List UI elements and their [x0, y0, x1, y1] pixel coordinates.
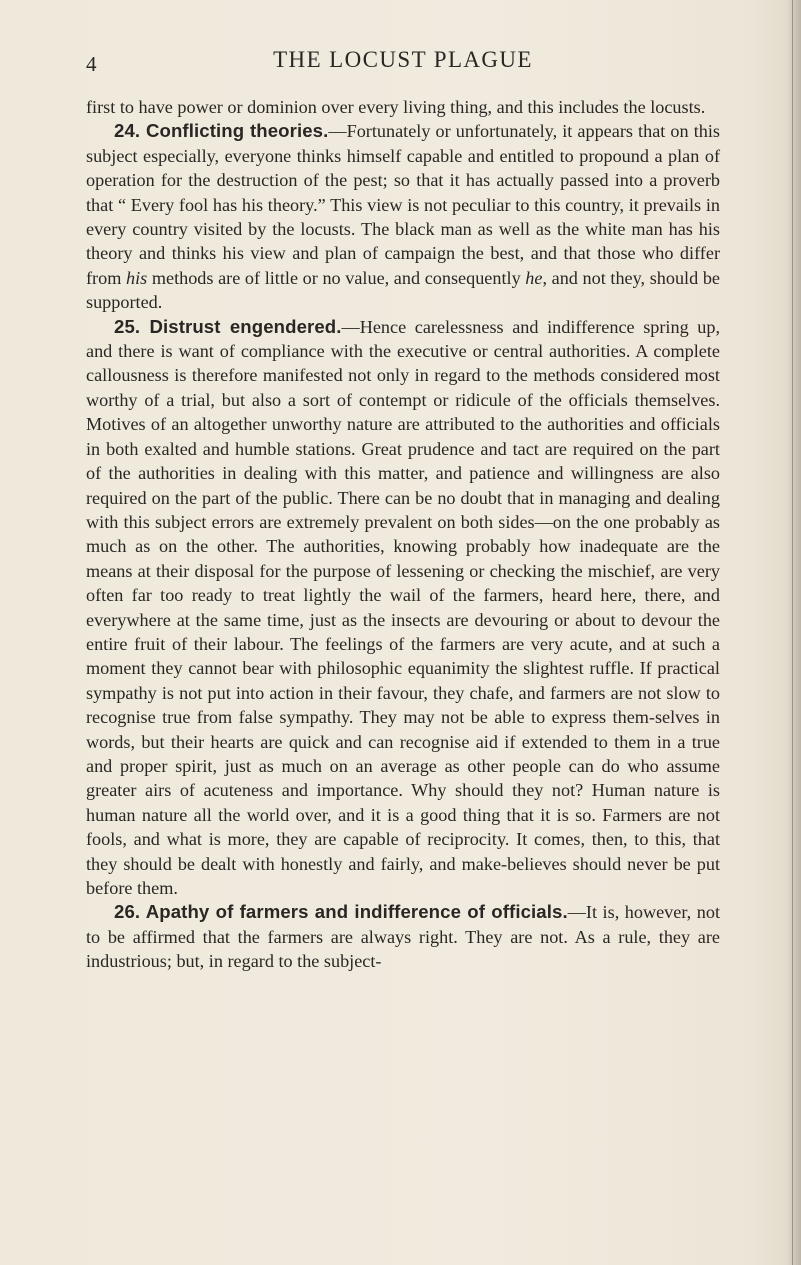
section-24-heading	[114, 120, 328, 141]
section-25-paragraph	[86, 315, 720, 901]
section-26-title: Apathy of farmers and indifference of officials.	[145, 901, 568, 923]
section-25-title: Distrust engendered.	[149, 315, 342, 337]
section-26-text: —It is, however, not to be affirmed that the farmers are always right. They are not. As a rule, they are industrious; but, in regard to the subject-	[86, 902, 720, 972]
section-25-text: —Hence carelessness and indifference spring up, and there is want of compliance with the executive or central authorities. A complete callousness is therefore manifested not only in regard to the methods considered most worthy of a trial, but also a sort of contempt or ridicule of the officials themselves. Motives of an altogether unworthy nature are attributed to the authorities and officials in both exalted and humble stations. Great prudence and tact are required on the part of the authorities in dealing with this matter, and patience and willingness are also required on the part of the public. There can be no doubt that in managing and dealing with this subject errors are extremely prevalent on both sides—on the one probably as much as on the other. The authorities, knowing probably how inadequate are the means at their disposal for the purpose of lessening or checking the mischief, are very often far too ready to treat lightly the wail of the farmers, heard here, there, and everywhere at the same time, just as the insects are devouring or about to devour the entire fruit of their labour. The feelings of the farmers are very acute, and at such a moment they cannot bear with philosophic equanimity the slightest ruffle. If practical sympathy is not put into action in their favour, they chafe, and farmers are not slow to recognise true from false sympathy. They may not be able to express them-selves in words, but their hearts are quick and can recognise aid if extended to them in a true and proper spirit, just as much on an average as other people can do who assume greater airs of acuteness and importance. Why should they not? Human nature is human nature all the world over, and it is a good thing that it is so. Farmers are not fools, and what is more, they are capable of reciprocity. It comes, then, to this, that they should be dealt with honestly and fairly, and make-believes should never be put before them.	[86, 316, 720, 898]
section-26-paragraph	[86, 900, 720, 973]
section-24-number: 24.	[114, 120, 141, 142]
page-number: 4	[86, 52, 97, 76]
body-text	[86, 95, 720, 974]
section-25-heading	[114, 316, 342, 337]
page-edge-shadow	[787, 0, 801, 1265]
section-24-text-part-3: , and not they, should be supported.	[86, 267, 720, 313]
section-24-emphasis-his: his	[125, 267, 148, 288]
section-24-title: Conflicting theories.	[145, 120, 329, 142]
running-title: THE LOCUST PLAGUE	[273, 47, 533, 72]
page-header	[86, 44, 720, 80]
section-26-heading	[114, 901, 568, 922]
section-24-text-part-1: —Fortunately or unfortunately, it appears that on this subject especially, everyone thinks himself capable and entitled to propound a plan of operation for the destruction of the pest; so that it has actually passed into a proverb that “ Every fool has his theory.” This view is not peculiar to this country, it prevails in every country visited by the locusts. The black man as well as the white man has his theory and thinks his view and plan of campaign the best, and that those who differ from	[86, 121, 720, 288]
section-25-number: 25.	[114, 315, 141, 337]
section-24-text-part-2: methods are of little or no value, and consequently	[147, 267, 526, 288]
section-24-emphasis-he: he	[525, 267, 543, 288]
section-26-number: 26.	[114, 901, 141, 923]
section-24-paragraph	[86, 119, 720, 314]
page-edge-line	[792, 0, 793, 1265]
continuation-paragraph: first to have power or dominion over every living thing, and this includes the locusts.	[86, 97, 706, 117]
